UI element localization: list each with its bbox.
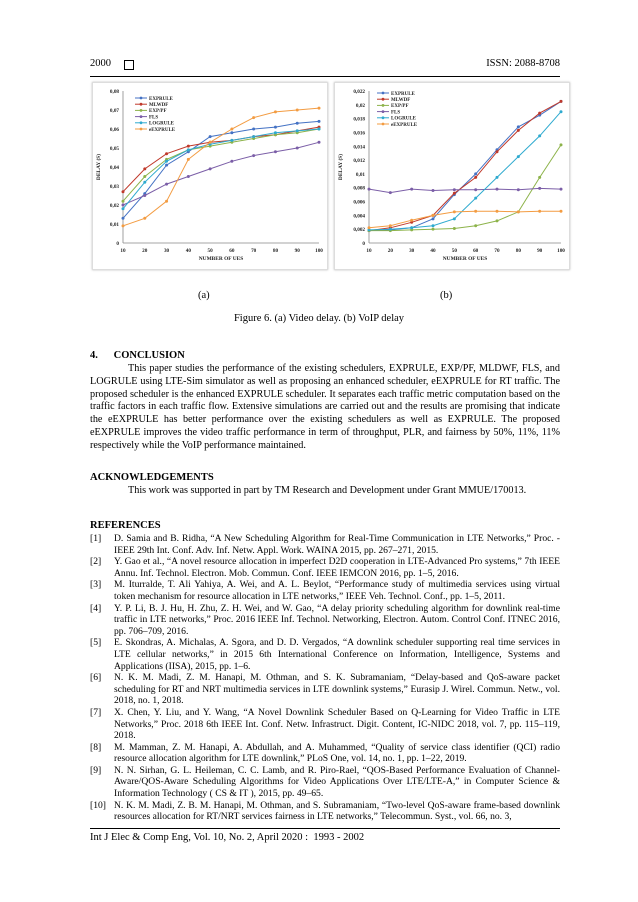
y-tick-label: 0,006 [353,199,365,206]
y-axis-label: DELAY (S) [338,153,344,181]
sublabel-b: (b) [440,290,453,301]
x-axis-label: NUMBER OF UES [442,256,488,262]
reference-text: M. Mamman, Z. M. Hanapi, A. Abdullah, and A. Muhammed, “Quality of service class identifier (QCI) radio resource allocation algorithm for LTE downlink,” PLoS One, vol. 14, no. 1, pp. 1–22, 2019. [114,741,560,765]
data-point [389,224,392,227]
data-point [453,217,456,220]
reference-number: [10] [90,799,106,811]
data-point [296,122,299,125]
data-point [274,126,277,129]
data-point [122,200,125,203]
data-point [165,200,168,203]
x-tick-label: 40 [430,248,436,254]
data-point [187,148,190,151]
x-tick-label: 30 [409,248,415,254]
header-rule [90,76,560,77]
x-axis-label: NUMBER OF UES [198,256,244,262]
acknowledgements-text: This work was supported in part by TM Research and Development under Grant MMUE/170013. [128,485,527,496]
data-point [410,188,413,191]
data-point [560,210,563,213]
x-tick-label: 70 [251,248,257,254]
square-bullet-icon [124,60,134,70]
data-point [496,176,499,179]
data-point [252,135,255,138]
reference-text: M. Iturralde, T. Ali Yahiya, A. Wei, and A. L. Beylot, “Performance study of multimedia services using virtual token mechanism for resource allocation in LTE networks,” IEEE Veh. Technol. Conf., pp. 1–5, 2011. [114,579,560,602]
data-point [296,147,299,150]
y-tick-label: 0,018 [353,116,365,123]
data-point [496,188,499,191]
data-point [143,181,146,184]
data-point [410,226,413,229]
data-point [143,217,146,220]
data-point [517,210,520,213]
data-point [453,227,456,230]
x-tick-label: 20 [387,248,393,254]
references-heading: REFERENCES [90,520,161,531]
legend-label: FLS [149,115,159,121]
sublabel-a: (a) [198,290,210,301]
data-point [453,210,456,213]
reference-item [90,533,560,556]
reference-text: Y. P. Li, B. J. Hu, H. Zhu, Z. H. Wei, and W. Gao, “A delay priority scheduling algorithm for downlink real-time traffic in LTE networks,” Proc. 2016 IEEE Inf. Technol. Networking, Electron. Autom. Control Conf. ITNEC 2016, pp. 706–709, 2016. [114,602,560,637]
voip-delay-chart [334,82,570,270]
reference-number: [9] [90,764,102,776]
legend-marker [140,115,143,118]
data-point [165,152,168,155]
reference-item [90,637,560,672]
y-tick-label: 0,016 [353,130,365,137]
reference-text: N. K. M. Madi, Z. M. Hanapi, M. Othman, and S. K. Subramaniam, “Delay-based and QoS-aware packet scheduling for RT and NRT multimedia services in LTE downlink systems,” Eurasip J. Wirel. Commun. Netw., vol. 2018, no. 1, 2018. [114,672,560,707]
legend-marker [382,98,385,101]
y-tick-label: 0,06 [109,127,119,133]
reference-item [90,672,560,707]
data-point [517,129,520,132]
data-point [296,109,299,112]
data-point [274,110,277,113]
data-point [252,128,255,131]
data-point [432,214,435,217]
data-point [560,110,563,113]
legend-marker [382,110,385,113]
voip-delay-chart-svg [335,83,569,269]
reference-item [90,765,560,800]
reference-text: N. K. M. Madi, Z. B. M. Hanapi, M. Othman, and S. Subramaniam, “Two-level QoS-aware frame-based downlink resources allocation for RT/NRT services fairness in LTE networks,” Telecommun. Syst., vol. 66, no. 3, [114,799,560,823]
x-tick-label: 90 [294,248,300,254]
data-point [230,160,233,163]
y-tick-label: 0,03 [109,184,119,190]
data-point [230,131,233,134]
data-point [538,187,541,190]
y-tick-label: 0,01 [355,171,365,178]
data-point [517,125,520,128]
data-point [453,192,456,195]
data-point [318,128,321,131]
data-point [560,143,563,146]
data-point [274,150,277,153]
acknowledgements-heading: ACKNOWLEDGEMENTS [90,472,214,483]
x-tick-label: 50 [451,248,457,254]
legend-marker [382,104,385,107]
data-point [318,107,321,110]
data-point [496,219,499,222]
data-point [410,219,413,222]
reference-text: E. Skondras, A. Michalas, A. Sgora, and D. D. Vergados, “A downlink scheduler supporting real time services in LTE cellular networks,” in 2015 6th International Conference on Information, Intelligence, Systems and Applications (IISA), 2015, pp. 1–6. [114,637,560,672]
legend-marker [140,97,143,100]
data-point [538,210,541,213]
data-point [560,100,563,103]
figure-caption: Figure 6. (a) Video delay. (b) VoIP delay [233,313,405,324]
y-tick-label: 0,08 [109,89,119,95]
x-tick-label: 60 [473,248,479,254]
legend-label: EXP/PF [391,104,409,110]
video-delay-chart-svg [93,83,327,269]
reference-number: [1] [90,533,102,544]
data-point [432,217,435,220]
data-point [143,175,146,178]
data-point [517,155,520,158]
data-point [165,160,168,163]
reference-text: D. Samia and B. Ridha, “A New Scheduling Algorithm for Real-Time Communication in LTE Networks,” Proc. - IEEE 29th Int. Conf. Adv. Inf. Netw. Appl. Work. WAINA 2015, pp. 267–271, 2015. [114,533,560,556]
legend-marker [382,92,385,95]
data-point [274,131,277,134]
y-tick-label: 0,05 [109,146,119,152]
series-line [369,211,561,228]
reference-text: Y. Gao et al., “A novel resource allocation in imperfect D2D cooperation in LTE-Advanced Pro systems,” 7th IEEE Annu. Inf. Technol. Electron. Mob. Commun. Conf. IEEE IEMCON 2016, pp. 1–5, 2016. [114,556,560,579]
legend-label: LOGRULE [149,121,175,127]
data-point [474,210,477,213]
data-point [474,176,477,179]
legend-label: FLS [391,110,401,116]
journal-footer: Int J Elec & Comp Eng, Vol. 10, No. 2, April 2020 : 1993 - 2002 [90,832,365,843]
x-tick-label: 70 [494,248,500,254]
legend-label: eEXPRULE [391,122,418,128]
x-tick-label: 40 [185,248,191,254]
reference-number: [5] [90,637,102,649]
reference-item [90,579,560,602]
data-point [517,188,520,191]
series-line [123,142,319,205]
x-tick-label: 60 [229,248,235,254]
data-point [122,204,125,207]
reference-text: N. N. Sirhan, G. L. Heileman, C. C. Lamb, and R. Piro-Rael, “QOS-Based Performance Evaluation of Channel-Aware/QOS-Aware Scheduling Algorithms for Video Applications Over LTE/LTE-A,” in Computer Science & Information Technology ( CS & IT ), 2015, pp. 49–65. [114,764,560,800]
reference-item [90,707,560,742]
data-point [252,154,255,157]
reference-number: [7] [90,706,102,718]
data-point [389,228,392,231]
y-tick-label: 0,002 [353,227,365,234]
y-tick-label: 0,01 [109,222,119,228]
data-point [538,176,541,179]
legend-label: EXP/PF [149,109,167,115]
data-point [474,224,477,227]
data-point [474,188,477,191]
data-point [453,188,456,191]
reference-number: [8] [90,741,102,753]
video-delay-chart [92,82,328,270]
x-tick-label: 10 [366,248,372,254]
data-point [389,191,392,194]
data-point [538,134,541,137]
data-point [122,207,125,210]
data-point [165,183,168,186]
x-tick-label: 100 [557,248,565,254]
legend-marker [140,103,143,106]
legend-label: MLWDF [149,103,169,108]
data-point [368,188,371,191]
footer-rule [90,828,560,829]
legend-label: MLWDF [391,98,411,103]
legend-label: LOGRULE [391,116,417,122]
data-point [560,188,563,191]
y-tick-label: 0,004 [353,213,365,220]
data-point [143,194,146,197]
data-point [187,145,190,148]
x-tick-label: 30 [163,248,170,254]
data-point [209,135,212,138]
legend-marker [382,116,385,119]
data-point [432,228,435,231]
y-axis-label: DELAY (S) [96,153,102,181]
data-point [122,190,125,193]
issn: ISSN: 2088-8708 [486,58,560,69]
data-point [122,224,125,227]
series-line [123,127,319,192]
data-point [230,128,233,131]
reference-item [90,603,560,638]
reference-list [90,533,560,823]
legend-label: EXPRULE [391,91,415,97]
y-tick-label: 0,022 [353,89,365,95]
reference-text: X. Chen, Y. Liu, and Y. Wang, “A Novel Downlink Scheduler Based on Q-Learning for Video Traffic in LTE Networks,” Proc. 2018 6th IEEE Int. Conf. Netw. Infrastruct. Digit. Content, IC-NIDC 2018, vol. 7, pp. 115–119, 2018. [114,706,560,742]
data-point [296,129,299,132]
data-point [496,150,499,153]
legend-label: eEXPRULE [149,127,176,133]
data-point [252,116,255,119]
y-tick-label: 0,07 [109,108,119,114]
legend-marker [140,128,143,131]
x-tick-label: 80 [515,248,521,254]
reference-number: [3] [90,579,102,591]
data-point [209,141,212,144]
x-tick-label: 50 [207,248,213,254]
data-point [432,189,435,192]
data-point [165,164,168,167]
legend-label: EXPRULE [149,96,173,102]
data-point [368,226,371,229]
data-point [538,112,541,115]
reference-number: [2] [90,556,102,568]
reference-item [90,742,560,765]
y-tick-label: 0,012 [353,158,365,165]
data-point [474,172,477,175]
x-tick-label: 10 [120,248,126,254]
y-tick-label: 0 [116,241,119,247]
data-point [187,175,190,178]
data-point [230,139,233,142]
data-point [143,167,146,170]
conclusion-heading: 4. CONCLUSION [90,350,185,361]
series-line [369,112,561,230]
x-tick-label: 90 [537,248,543,254]
legend-marker [382,123,385,126]
conclusion-text: This paper studies the performance of the existing schedulers, EXPRULE, EXP/PF, MLDWF, FLS, and LOGRULE using LTE-Sim simulator as well as proposing an enhanced scheduler, eEXPRULE for RT traffic. The proposed scheduler is the enhanced EXPRULE scheduler. It separates each traffic metric computation based on the traffic factors in each traffic flow. Extensive simulations are carried out and the results are promising that indicate the eEXPRULE has better performance over the existing schedulers as well as EXPRULE. The proposed eEXPRULE improves the video traffic performance in term of throughput, PLR, and fairness by 50%, 11%, 11% respectively while the VoIP performance maintained. [90,363,560,451]
data-point [209,167,212,170]
series-line [369,145,561,231]
data-point [318,141,321,144]
x-tick-label: 80 [272,248,279,254]
data-point [496,210,499,213]
reference-item [90,800,560,823]
x-tick-label: 20 [142,248,148,254]
data-point [187,158,190,161]
legend-marker [140,121,143,124]
page-number: 2000 [90,58,111,69]
reference-number: [4] [90,602,102,614]
y-tick-label: 0,014 [353,144,365,151]
x-tick-label: 100 [315,248,323,254]
y-tick-label: 0,008 [353,185,365,192]
y-tick-label: 0,02 [109,203,119,209]
data-point [318,120,321,123]
y-tick-label: 0 [362,241,365,247]
data-point [474,197,477,200]
reference-item [90,556,560,579]
series-line [369,188,561,192]
y-tick-label: 0,02 [355,102,365,109]
legend-marker [140,109,143,112]
data-point [122,217,125,220]
reference-number: [6] [90,672,102,684]
data-point [432,224,435,227]
y-tick-label: 0,04 [109,165,119,171]
